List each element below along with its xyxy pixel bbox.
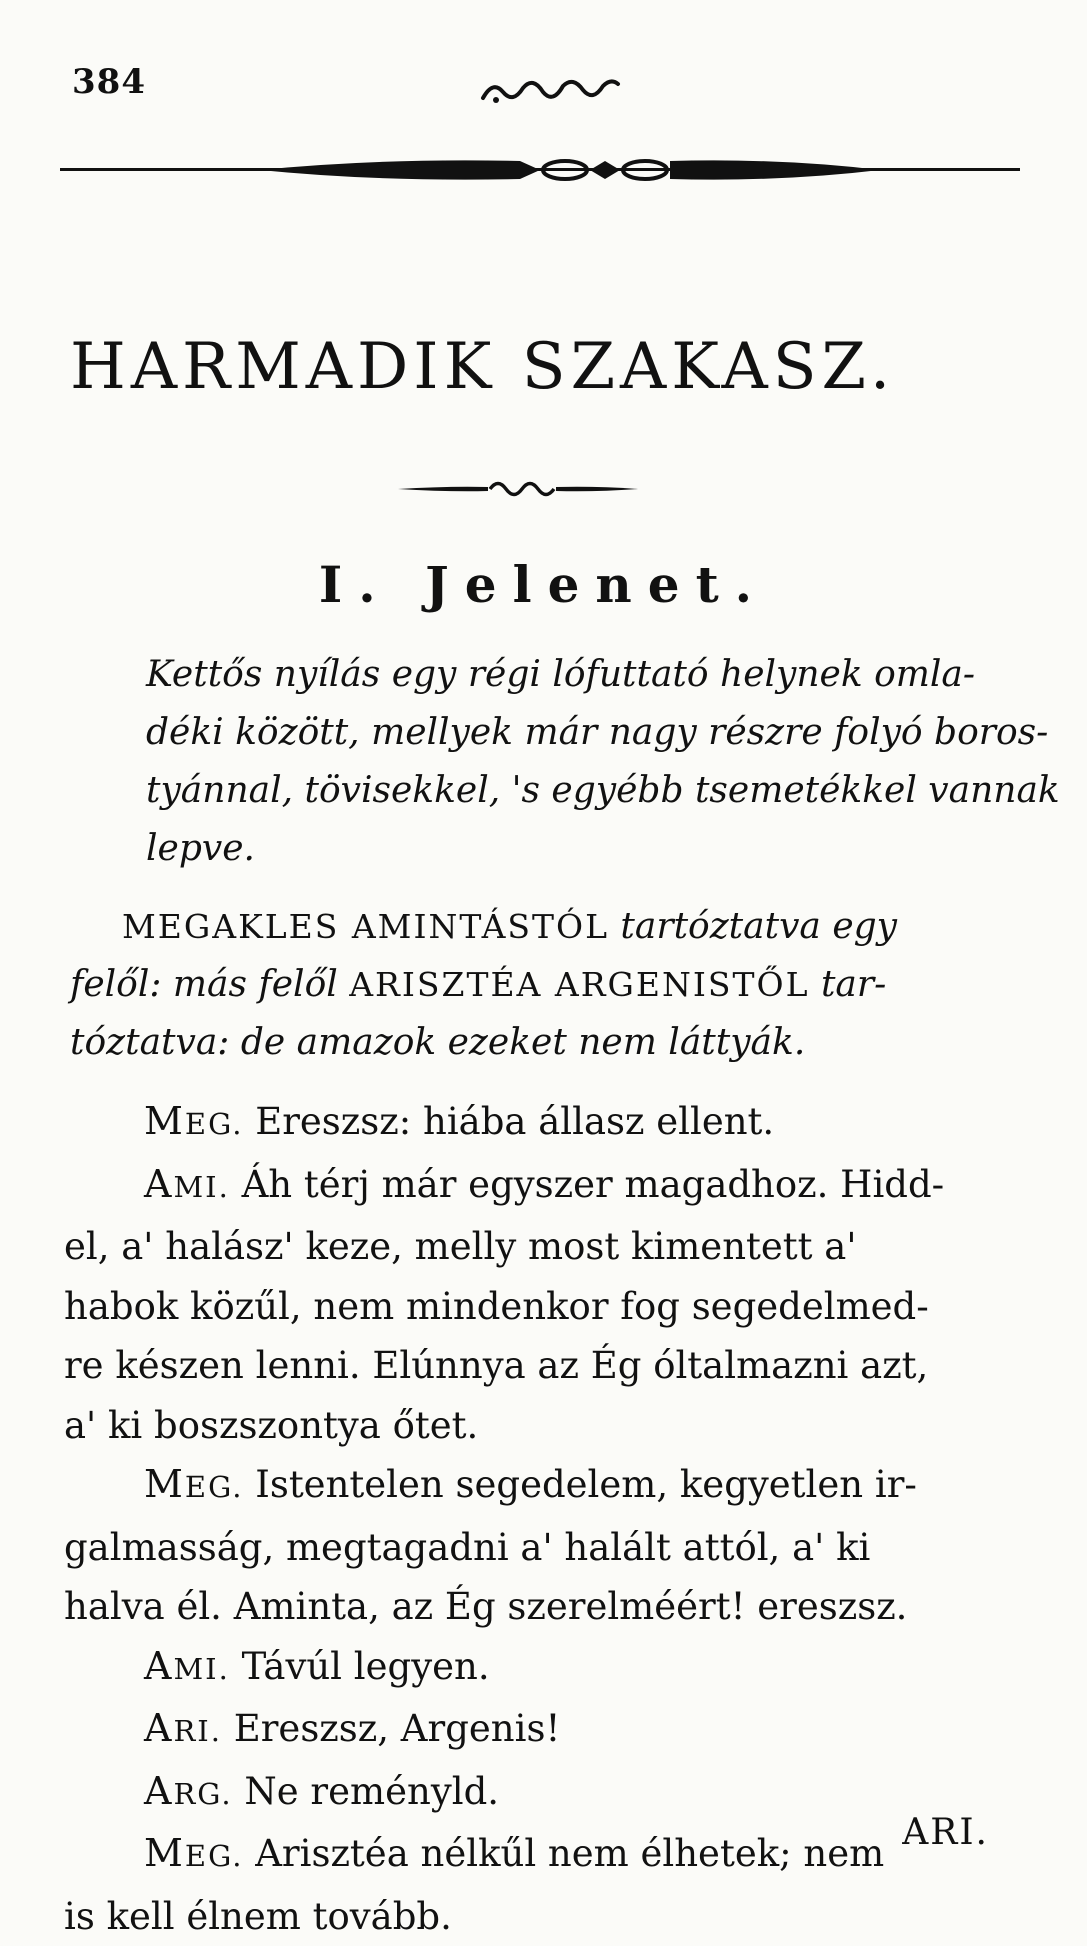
speaker-label: AMI. xyxy=(144,1163,230,1206)
dialogue-line xyxy=(64,1155,1036,1218)
speaker-label: MEG. xyxy=(144,1100,243,1143)
dialogue-line xyxy=(64,1637,1036,1700)
dialogue-block xyxy=(64,1092,1036,1946)
dialogue-line: halva él. Aminta, az Ég szerelméért! ereszsz. xyxy=(64,1577,1036,1637)
stage-direction-line: tyánnal, tövisekkel, 's egyébb tsemetékkel vannak xyxy=(70,762,1035,820)
speech-text: Áh térj már egyszer magadhoz. Hidd- xyxy=(230,1163,944,1206)
catchword: ARI. xyxy=(902,1812,989,1853)
speaker-label: MEG. xyxy=(144,1463,243,1506)
speech-text: Istentelen segedelem, kegyetlen ir- xyxy=(243,1463,916,1506)
dialogue-line xyxy=(64,1699,1036,1762)
scene-title: I. Jelenet. xyxy=(0,555,1087,614)
section-heading: HARMADIK SZAKASZ. xyxy=(70,330,1030,404)
dialogue-line xyxy=(64,1455,1036,1518)
stage-direction-line xyxy=(70,956,1035,1014)
speaker-label: AMI. xyxy=(144,1645,230,1688)
top-flourish-ornament xyxy=(478,70,628,110)
speech-text: Ne reményld. xyxy=(233,1770,499,1813)
dialogue-line: re készen lenni. Elúnnya az Ég óltalmazni azt, xyxy=(64,1336,1036,1396)
speech-text: Arisztéa nélkűl nem élhetek; nem xyxy=(243,1832,884,1875)
stage-direction-text: felől: más felől xyxy=(70,964,349,1005)
dialogue-line: el, a' halász' keze, melly most kimentett a' xyxy=(64,1217,1036,1277)
speech-text: Távúl legyen. xyxy=(230,1645,490,1688)
dialogue-line xyxy=(64,1824,1036,1887)
stage-direction-line xyxy=(70,898,1035,956)
stage-direction-line: déki között, mellyek már nagy részre folyó boros- xyxy=(70,704,1035,762)
speech-text: Ereszsz, Argenis! xyxy=(222,1707,560,1750)
dialogue-line: a' ki boszszontya őtet. xyxy=(64,1396,1036,1456)
stage-direction-text: tar- xyxy=(810,964,887,1005)
ornamental-rule xyxy=(60,150,1020,190)
character-names: ARISZTÉA ARGENISTŐL xyxy=(349,965,809,1004)
stage-direction-text: tartóztatva egy xyxy=(609,906,897,947)
stage-direction-line: Kettős nyílás egy régi lófuttató helynek omla- xyxy=(70,646,1035,704)
speaker-label: ARI. xyxy=(144,1707,222,1750)
speech-text: Ereszsz: hiába állasz ellent. xyxy=(243,1100,774,1143)
dialogue-line xyxy=(64,1762,1036,1825)
heading-flourish-ornament xyxy=(398,474,638,504)
stage-direction-setting xyxy=(70,646,1035,878)
dialogue-line: is kell élnem tovább. xyxy=(64,1887,1036,1946)
speaker-label: MEG. xyxy=(144,1832,243,1875)
dialogue-line xyxy=(64,1092,1036,1155)
stage-direction-line: lepve. xyxy=(70,820,1035,878)
dialogue-line: galmasság, megtagadni a' halált attól, a' ki xyxy=(64,1518,1036,1578)
speaker-label: ARG. xyxy=(144,1770,233,1813)
stage-direction-characters xyxy=(70,898,1035,1072)
stage-direction-line: tóztatva: de amazok ezeket nem láttyák. xyxy=(70,1014,1035,1072)
page-number: 384 xyxy=(72,62,146,102)
character-names: MEGAKLES AMINTÁSTÓL xyxy=(122,907,609,946)
dialogue-line: habok közűl, nem mindenkor fog segedelmed- xyxy=(64,1277,1036,1337)
